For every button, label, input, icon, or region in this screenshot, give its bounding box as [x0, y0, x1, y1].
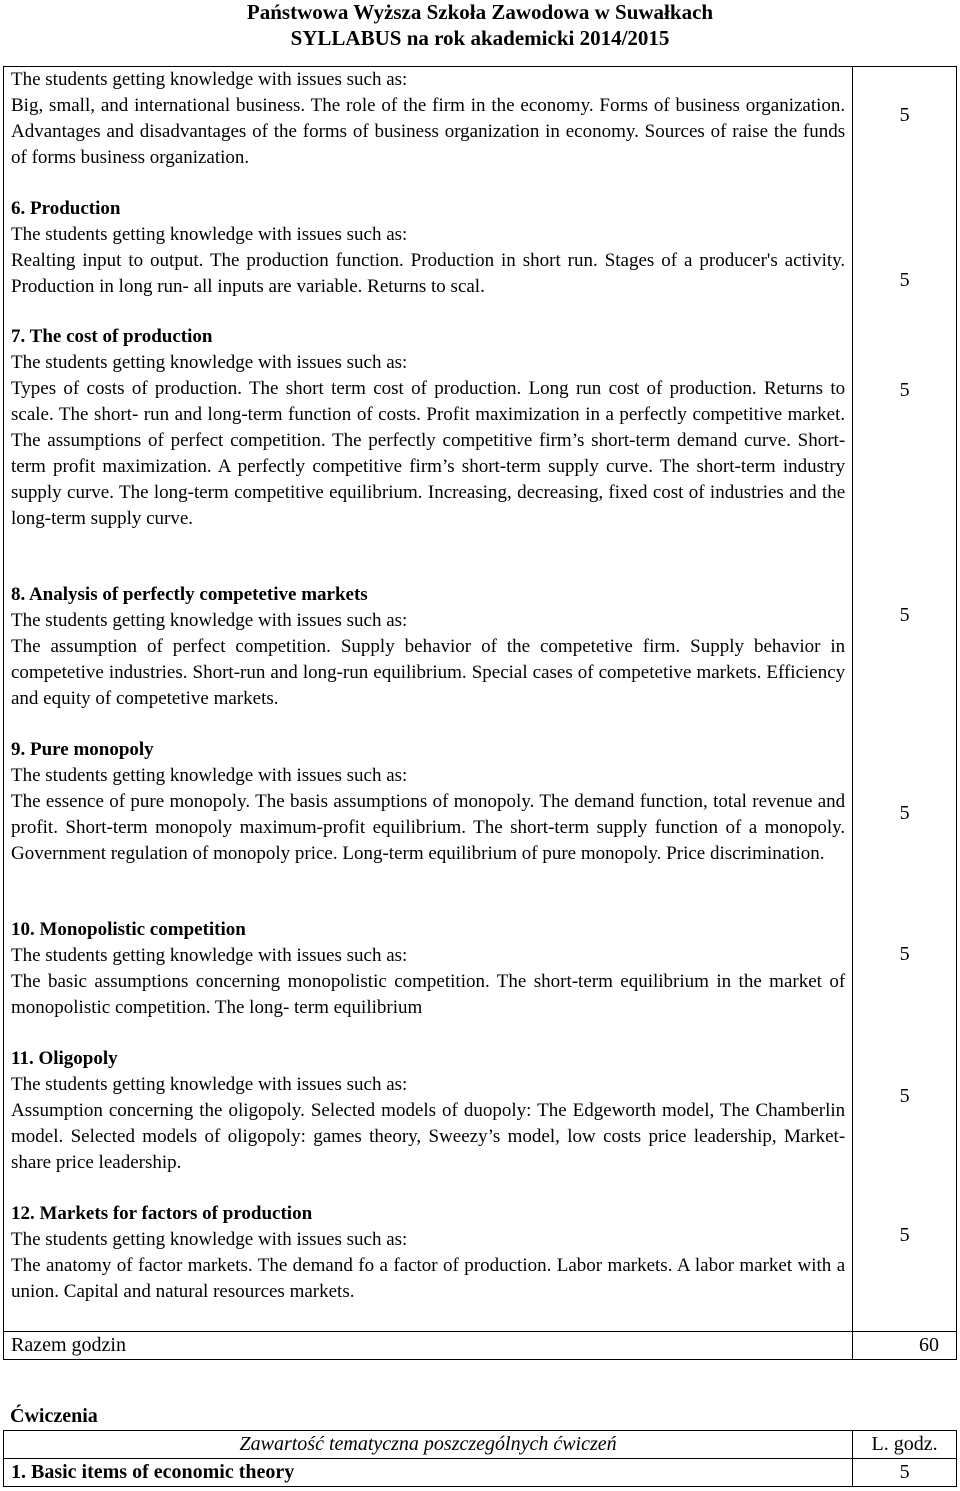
- topic-section-8: [11, 582, 845, 737]
- topic-title: 10. Monopolistic competition: [11, 919, 246, 940]
- topic-title: 12. Markets for factors of production: [11, 1203, 313, 1224]
- topic-body: The anatomy of factor markets. The demand fo a factor of production. Labor markets. A labor market with a union. Capital and natural resources markets.: [11, 1255, 846, 1302]
- topic-intro: The students getting knowledge with issues such as:: [11, 352, 408, 373]
- hours-value: 5: [899, 802, 910, 824]
- hours-value: 5: [899, 379, 910, 401]
- topics-hours-cell: [853, 67, 957, 1332]
- lecture-topics-table: [3, 66, 957, 1360]
- topic-body: The essence of pure monopoly. The basis assumptions of monopoly. The demand function, total revenue and profit. Short-term monopoly maximum-profit equilibrium. The short-term supply function of a monopoly. Government regulation of monopoly price. Long-term equilibrium of pure monopoly. Price discrimination.: [11, 791, 846, 864]
- topic-body: Types of costs of production. The short term cost of production. Long run cost of production. Returns to scale. The short- run and long-term function of costs. Profit maximization in a perfectly competitive market. The assumptions of perfect competition. The perfectly competitive firm’s short-term demand curve. Short- term profit maximization. A perfectly competitive firm’s short-term supply curve. The short-term industry supply curve. The long-term competitive equilibrium. Increasing, decreasing, fixed cost of industries and the long-term supply curve.: [11, 378, 846, 529]
- topic-intro: The students getting knowledge with issues such as:: [11, 945, 408, 966]
- topic-body: Assumption concerning the oligopoly. Selected models of duopoly: The Edgeworth model, The Chamberlin model. Selected models of oligopoly: games theory, Sweezy’s model, low costs price leadership, Market-share price leadership.: [11, 1100, 846, 1173]
- cwiczenia-table: [3, 1430, 957, 1487]
- topic-title: 8. Analysis of perfectly competetive markets: [11, 584, 368, 605]
- topic-intro: The students getting knowledge with issues such as:: [11, 765, 408, 786]
- hours-value: 5: [899, 1085, 910, 1107]
- topic-intro: The students getting knowledge with issues such as:: [11, 224, 408, 245]
- topic-body: The assumption of perfect competition. Supply behavior of the competetive firm. Supply behavior in competetive industries. Short-run and long-run equilibrium. Special cases of competetive markets. Efficiency and equity of competetive markets.: [11, 636, 846, 709]
- content-column-header: Zawartość tematyczna poszczególnych ćwiczeń: [4, 1431, 853, 1459]
- total-label: Razem godzin: [4, 1332, 853, 1360]
- cwiczenia-heading: Ćwiczenia: [10, 1405, 98, 1427]
- hours-value: 5: [899, 604, 910, 626]
- topic-body: Realting input to output. The production function. Production in short run. Stages of a producer's activity. Production in long run- all inputs are variable. Returns to scal.: [11, 250, 846, 297]
- topic-title: 11. Oligopoly: [11, 1048, 118, 1069]
- topic-intro: The students getting knowledge with issues such as:: [11, 69, 408, 90]
- hours-column-header: L. godz.: [853, 1431, 957, 1459]
- topic-section-5: [11, 67, 845, 196]
- cwiczenia-header-row: [4, 1431, 957, 1459]
- cwiczenia-title: 1. Basic items of economic theory: [4, 1459, 853, 1487]
- topic-section-7: [11, 324, 845, 582]
- topic-section-11: [11, 1046, 845, 1201]
- topic-section-12: [11, 1201, 845, 1331]
- topic-intro: The students getting knowledge with issues such as:: [11, 1229, 408, 1250]
- topic-section-10: [11, 917, 845, 1046]
- hours-value: 5: [899, 943, 910, 965]
- topic-title: 7. The cost of production: [11, 326, 213, 347]
- institution-name: Państwowa Wyższa Szkoła Zawodowa w Suwałkach: [246, 0, 714, 24]
- hours-value: 5: [899, 104, 910, 126]
- syllabus-year: SYLLABUS na rok akademicki 2014/2015: [290, 26, 670, 50]
- topic-body: Big, small, and international business. The role of the firm in the economy. Forms of business organization. Advantages and disadvantages of the forms of business organization in economy. Sources of raise the funds of forms business organization.: [11, 95, 846, 168]
- hours-value: 5: [899, 1224, 910, 1246]
- topic-section-9: [11, 737, 845, 917]
- cwiczenia-hours: 5: [853, 1459, 957, 1487]
- topic-body: The basic assumptions concerning monopolistic competition. The short-term equilibrium in the market of monopolistic competition. The long- term equilibrium: [11, 971, 846, 1018]
- cwiczenia-row: [4, 1459, 957, 1487]
- topics-row: [4, 67, 957, 1332]
- hours-value: 5: [899, 269, 910, 291]
- total-value: 60: [853, 1332, 957, 1360]
- total-row: [4, 1332, 957, 1360]
- topic-intro: The students getting knowledge with issues such as:: [11, 610, 408, 631]
- topics-content-cell: [4, 67, 853, 1332]
- topic-section-6: [11, 196, 845, 324]
- topic-title: 9. Pure monopoly: [11, 739, 154, 760]
- topic-intro: The students getting knowledge with issues such as:: [11, 1074, 408, 1095]
- topic-title: 6. Production: [11, 198, 121, 219]
